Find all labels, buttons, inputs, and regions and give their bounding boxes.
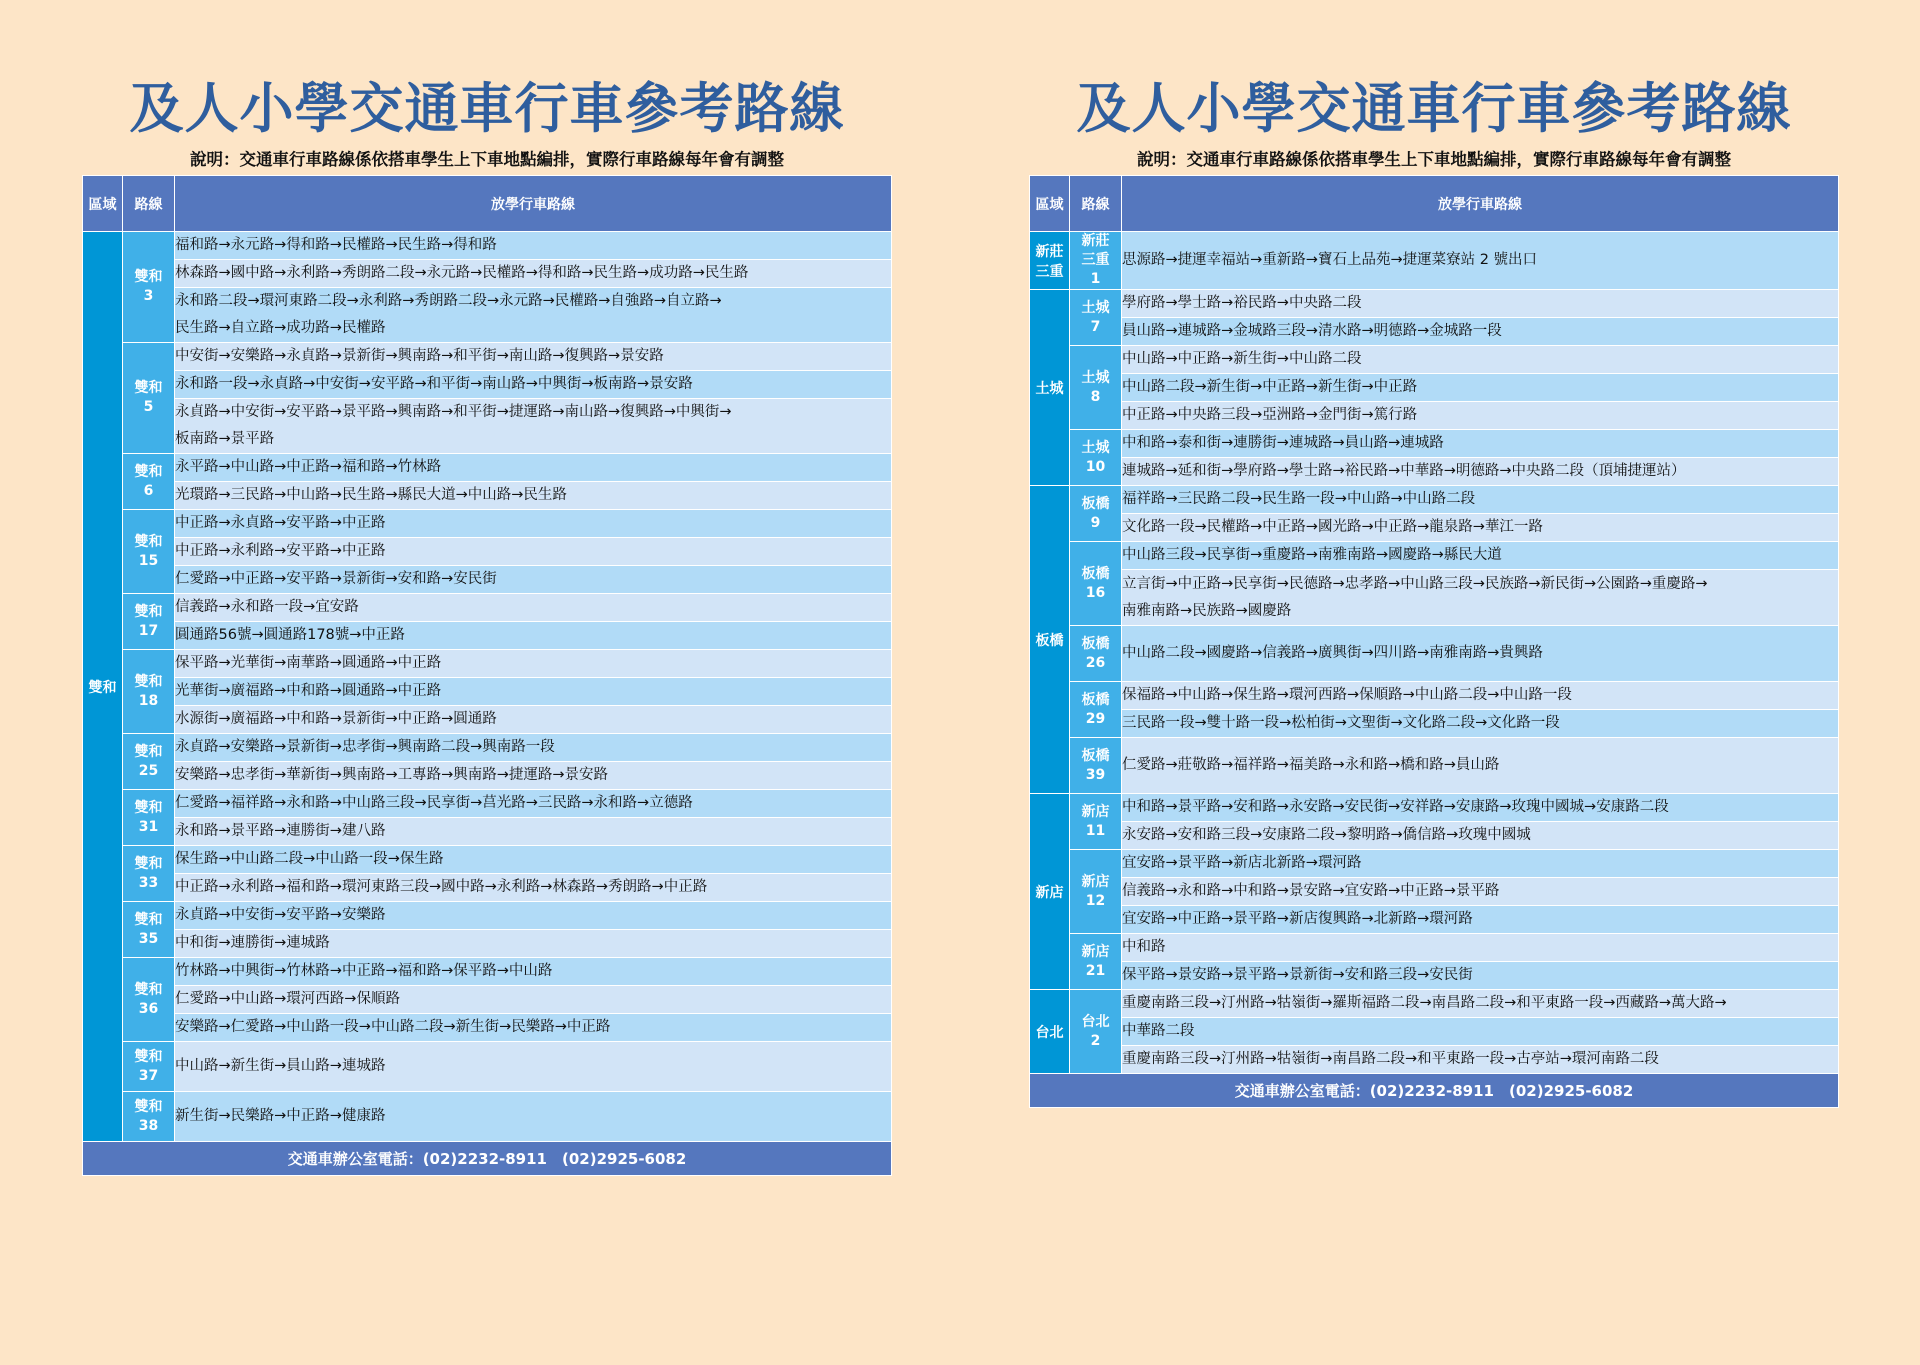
table-row [1030, 1018, 1839, 1046]
table-row [1030, 542, 1839, 570]
route-cell: 光環路→三民路→中山路→民生路→縣民大道→中山路→民生路 [175, 482, 892, 510]
line-number: 3 [143, 288, 154, 304]
table-row [83, 482, 892, 510]
table-row [1030, 934, 1839, 962]
route-cell: 林森路→國中路→永利路→秀朗路二段→永元路→民權路→得和路→民生路→成功路→民生路 [175, 260, 892, 288]
route-cell: 永和路一段→永貞路→中安街→安平路→和平街→南山路→中興街→板南路→景安路 [175, 371, 892, 399]
area-cell: 土城 [1030, 290, 1070, 486]
route-cell: 重慶南路三段→汀州路→牯嶺街→南昌路二段→和平東路一段→古亭站→環河南路二段 [1122, 1046, 1839, 1074]
line-number: 10 [1085, 458, 1106, 475]
route-cell: 中正路→永利路→安平路→中正路 [175, 538, 892, 566]
note: 說明：交通車行車路線係依搭車學生上下車地點編排，實際行車路線每年會有調整 [1137, 150, 1731, 169]
line-number: 12 [1085, 892, 1106, 909]
line-label: 雙和 [134, 269, 163, 285]
line-number: 11 [1085, 822, 1106, 839]
line-cell [1070, 542, 1122, 626]
line-cell [1070, 738, 1122, 794]
table-row [83, 902, 892, 930]
right-panel [1029, 0, 1839, 1108]
route-cell: 仁愛路→莊敬路→福祥路→福美路→永和路→橋和路→員山路 [1122, 738, 1839, 794]
table-row [83, 762, 892, 790]
line-number: 6 [143, 482, 154, 499]
line-number: 26 [1085, 654, 1106, 671]
route-cell: 光華街→廣福路→中和路→圓通路→中正路 [175, 678, 892, 706]
header-route: 放學行車路線 [175, 176, 892, 232]
route-cell: 宜安路→景平路→新店北新路→環河路 [1122, 850, 1839, 878]
area-cell: 新莊 三重 [1030, 232, 1070, 290]
route-cell: 信義路→永和路一段→宜安路 [175, 594, 892, 622]
line-label: 雙和 [134, 463, 163, 480]
table-row [83, 650, 892, 678]
line-cell [1070, 346, 1122, 430]
line-number: 31 [138, 818, 159, 835]
route-cell: 永安路→安和路三段→安康路二段→黎明路→僑信路→玫瑰中國城 [1122, 822, 1839, 850]
line-number: 16 [1085, 584, 1106, 601]
table-row [83, 734, 892, 762]
table-row [1030, 290, 1839, 318]
line-label: 新店 [1081, 803, 1110, 820]
table-row [83, 1092, 892, 1142]
page-title: 及人小學交通車行車參考路線 [129, 77, 845, 140]
line-cell [123, 1042, 175, 1092]
route-cell: 中安街→安樂路→永貞路→景新街→興南路→和平街→南山路→復興路→景安路 [175, 343, 892, 371]
line-label: 雙和 [134, 533, 163, 550]
line-number: 17 [138, 622, 159, 639]
line-number: 33 [138, 874, 159, 891]
route-cell: 中山路→新生街→員山路→連城路 [175, 1042, 892, 1092]
line-number: 37 [138, 1067, 159, 1084]
table-row [1030, 402, 1839, 430]
area-cell: 台北 [1030, 990, 1070, 1074]
line-number: 36 [138, 1000, 159, 1017]
table-header-row [83, 176, 892, 232]
line-label: 雙和 [134, 380, 163, 396]
header-area: 區域 [1030, 176, 1070, 232]
header-route: 放學行車路線 [1122, 176, 1839, 232]
table-row [1030, 374, 1839, 402]
table-row [1030, 850, 1839, 878]
table-row [1030, 318, 1839, 346]
table-row [83, 930, 892, 958]
line-number: 7 [1090, 318, 1101, 335]
line-cell [1070, 934, 1122, 990]
table-row [1030, 570, 1839, 626]
footer-row [83, 1142, 892, 1176]
route-cell: 中山路三段→民享街→重慶路→南雅南路→國慶路→縣民大道 [1122, 542, 1839, 570]
route-cell: 三民路一段→雙十路一段→松柏街→文聖街→文化路二段→文化路一段 [1122, 710, 1839, 738]
table-row [83, 538, 892, 566]
route-cell: 永貞路→中安街→安平路→安樂路 [175, 902, 892, 930]
line-cell [123, 343, 175, 454]
route-cell: 信義路→永和路→中和路→景安路→宜安路→中正路→景平路 [1122, 878, 1839, 906]
route-cell: 永和路→景平路→連勝街→建八路 [175, 818, 892, 846]
line-number: 15 [138, 552, 159, 569]
line-label: 雙和 [134, 603, 163, 620]
line-label: 台北 [1081, 1013, 1110, 1030]
line-number: 5 [143, 399, 154, 415]
left-panel [82, 0, 892, 1176]
table-row [83, 232, 892, 260]
table-row [83, 288, 892, 343]
table-row [1030, 458, 1839, 486]
table-row [83, 594, 892, 622]
table-row [83, 790, 892, 818]
footer-phone: 交通車辦公室電話：(02)2232-8911 (02)2925-6082 [1030, 1074, 1839, 1108]
route-cell: 連城路→延和街→學府路→學士路→裕民路→中華路→明德路→中央路二段（頂埔捷運站） [1122, 458, 1839, 486]
line-cell [1070, 486, 1122, 542]
note: 說明：交通車行車路線係依搭車學生上下車地點編排，實際行車路線每年會有調整 [190, 150, 784, 169]
line-cell [1070, 794, 1122, 850]
line-label: 新店 [1081, 943, 1110, 960]
table-row [1030, 906, 1839, 934]
table-row [1030, 1046, 1839, 1074]
line-label: 土城 [1081, 439, 1110, 456]
route-cell: 中山路二段→國慶路→信義路→廣興街→四川路→南雅南路→貴興路 [1122, 626, 1839, 682]
route-cell: 思源路→捷運幸福站→重新路→寶石上品苑→捷運菜寮站 2 號出口 [1122, 232, 1839, 290]
table-row [1030, 990, 1839, 1018]
route-cell: 仁愛路→中山路→環河西路→保順路 [175, 986, 892, 1014]
table-row [83, 1042, 892, 1092]
route-cell: 福祥路→三民路二段→民生路一段→中山路→中山路二段 [1122, 486, 1839, 514]
route-cell: 仁愛路→福祥路→永和路→中山路三段→民享街→莒光路→三民路→永和路→立德路 [175, 790, 892, 818]
line-label: 雙和 [134, 743, 163, 760]
route-cell: 文化路一段→民權路→中正路→國光路→中正路→龍泉路→華江一路 [1122, 514, 1839, 542]
route-cell: 立言街→中正路→民享街→民德路→忠孝路→中山路三段→民族路→新民街→公園路→重慶路→ 南雅南路→民族路→國慶路 [1122, 570, 1839, 626]
table-row [1030, 346, 1839, 374]
line-cell [123, 510, 175, 594]
area-cell: 新店 [1030, 794, 1070, 990]
route-cell: 圓通路56號→圓通路178號→中正路 [175, 622, 892, 650]
line-number: 35 [138, 930, 159, 947]
route-cell: 中和路→景平路→安和路→永安路→安民街→安祥路→安康路→玫瑰中國城→安康路二段 [1122, 794, 1839, 822]
route-cell: 保平路→景安路→景平路→景新街→安和路三段→安民街 [1122, 962, 1839, 990]
route-cell: 中正路→中央路三段→亞洲路→金門街→篤行路 [1122, 402, 1839, 430]
line-cell [123, 650, 175, 734]
table-row [83, 846, 892, 874]
table-row [1030, 822, 1839, 850]
table-row [83, 343, 892, 371]
route-cell: 保生路→中山路二段→中山路一段→保生路 [175, 846, 892, 874]
route-cell: 中華路二段 [1122, 1018, 1839, 1046]
line-cell [123, 454, 175, 510]
line-cell [123, 232, 175, 343]
route-cell: 中和路 [1122, 934, 1839, 962]
line-number: 39 [1085, 766, 1106, 783]
line-cell [123, 902, 175, 958]
line-label: 土城 [1081, 369, 1110, 386]
route-cell: 水源街→廣福路→中和路→景新街→中正路→圓通路 [175, 706, 892, 734]
line-label: 板橋 [1081, 747, 1110, 764]
route-table [1029, 175, 1839, 1108]
line-label: 雙和 [134, 911, 163, 928]
table-row [83, 371, 892, 399]
table-row [83, 678, 892, 706]
route-cell: 員山路→連城路→金城路三段→清水路→明德路→金城路一段 [1122, 318, 1839, 346]
line-cell [1070, 290, 1122, 346]
line-label: 板橋 [1081, 691, 1110, 708]
route-cell: 中正路→永貞路→安平路→中正路 [175, 510, 892, 538]
line-label: 板橋 [1081, 495, 1110, 512]
table-row [83, 706, 892, 734]
line-cell [1070, 626, 1122, 682]
line-number: 25 [138, 762, 159, 779]
line-cell [1070, 232, 1122, 290]
route-cell: 學府路→學士路→裕民路→中央路二段 [1122, 290, 1839, 318]
line-label: 新店 [1081, 873, 1110, 890]
line-cell [123, 790, 175, 846]
line-cell [1070, 990, 1122, 1074]
line-cell [1070, 430, 1122, 486]
area-cell: 雙和 [83, 232, 123, 1142]
area-cell: 板橋 [1030, 486, 1070, 794]
line-number: 38 [138, 1117, 159, 1134]
table-row [83, 1014, 892, 1042]
table-row [1030, 514, 1839, 542]
table-row [1030, 878, 1839, 906]
table-row [1030, 738, 1839, 794]
table-row [83, 986, 892, 1014]
table-row [83, 818, 892, 846]
table-row [1030, 710, 1839, 738]
line-cell [123, 594, 175, 650]
table-row [1030, 962, 1839, 990]
line-number: 1 [1090, 271, 1101, 287]
route-cell: 重慶南路三段→汀州路→牯嶺街→羅斯福路二段→南昌路二段→和平東路一段→西藏路→萬大路→ [1122, 990, 1839, 1018]
line-number: 2 [1090, 1032, 1101, 1049]
line-label: 板橋 [1081, 635, 1110, 652]
route-cell: 永貞路→中安街→安平路→景平路→興南路→和平街→捷運路→南山路→復興路→中興街→ 板南路→景平路 [175, 399, 892, 454]
route-cell: 中和路→泰和街→連勝街→連城路→員山路→連城路 [1122, 430, 1839, 458]
route-cell: 中和街→連勝街→連城路 [175, 930, 892, 958]
table-row [83, 454, 892, 482]
line-cell [123, 734, 175, 790]
route-cell: 安樂路→忠孝街→華新街→興南路→工專路→興南路→捷運路→景安路 [175, 762, 892, 790]
line-label: 雙和 [134, 1098, 163, 1115]
line-label: 雙和 [134, 855, 163, 872]
header-line: 路線 [123, 176, 175, 232]
header-line: 路線 [1070, 176, 1122, 232]
route-cell: 中正路→永利路→福和路→環河東路三段→國中路→永利路→林森路→秀朗路→中正路 [175, 874, 892, 902]
route-table [82, 175, 892, 1176]
line-cell [123, 846, 175, 902]
route-cell: 仁愛路→中正路→安平路→景新街→安和路→安民街 [175, 566, 892, 594]
table-row [1030, 486, 1839, 514]
route-cell: 宜安路→中正路→景平路→新店復興路→北新路→環河路 [1122, 906, 1839, 934]
route-cell: 永和路二段→環河東路二段→永利路→秀朗路二段→永元路→民權路→自強路→自立路→ 民生路→自立路→成功路→民權路 [175, 288, 892, 343]
table-row [83, 510, 892, 538]
table-row [83, 958, 892, 986]
line-cell [123, 1092, 175, 1142]
footer-phone: 交通車辦公室電話：(02)2232-8911 (02)2925-6082 [83, 1142, 892, 1176]
table-row [1030, 430, 1839, 458]
route-cell: 永平路→中山路→中正路→福和路→竹林路 [175, 454, 892, 482]
table-row [1030, 626, 1839, 682]
line-number: 8 [1090, 388, 1101, 405]
line-number: 21 [1085, 962, 1106, 979]
table-row [83, 399, 892, 454]
route-cell: 安樂路→仁愛路→中山路一段→中山路二段→新生街→民樂路→中正路 [175, 1014, 892, 1042]
line-cell [1070, 850, 1122, 934]
line-number: 29 [1085, 710, 1106, 727]
line-label: 土城 [1081, 299, 1110, 316]
table-row [83, 260, 892, 288]
table-row [1030, 794, 1839, 822]
route-cell: 福和路→永元路→得和路→民權路→民生路→得和路 [175, 232, 892, 260]
route-cell: 新生街→民樂路→中正路→健康路 [175, 1092, 892, 1142]
line-label: 雙和 [134, 799, 163, 816]
table-row [1030, 682, 1839, 710]
line-label: 雙和 [134, 981, 163, 998]
route-cell: 永貞路→安樂路→景新街→忠孝街→興南路二段→興南路一段 [175, 734, 892, 762]
table-row [83, 874, 892, 902]
route-cell: 保平路→光華街→南華路→圓通路→中正路 [175, 650, 892, 678]
line-number: 9 [1090, 514, 1101, 531]
table-row [83, 566, 892, 594]
table-row [83, 622, 892, 650]
line-cell [123, 958, 175, 1042]
route-cell: 中山路二段→新生街→中正路→新生街→中正路 [1122, 374, 1839, 402]
line-label: 雙和 [134, 1048, 163, 1065]
route-cell: 保福路→中山路→保生路→環河西路→保順路→中山路二段→中山路一段 [1122, 682, 1839, 710]
line-label: 板橋 [1081, 565, 1110, 582]
page-title: 及人小學交通車行車參考路線 [1076, 77, 1792, 140]
line-number: 18 [138, 692, 159, 709]
route-cell: 中山路→中正路→新生街→中山路二段 [1122, 346, 1839, 374]
line-cell [1070, 682, 1122, 738]
line-label: 新莊 三重 [1081, 233, 1110, 268]
table-row [1030, 232, 1839, 290]
header-area: 區域 [83, 176, 123, 232]
line-label: 雙和 [134, 673, 163, 690]
route-cell: 竹林路→中興街→竹林路→中正路→福和路→保平路→中山路 [175, 958, 892, 986]
footer-row [1030, 1074, 1839, 1108]
table-header-row [1030, 176, 1839, 232]
